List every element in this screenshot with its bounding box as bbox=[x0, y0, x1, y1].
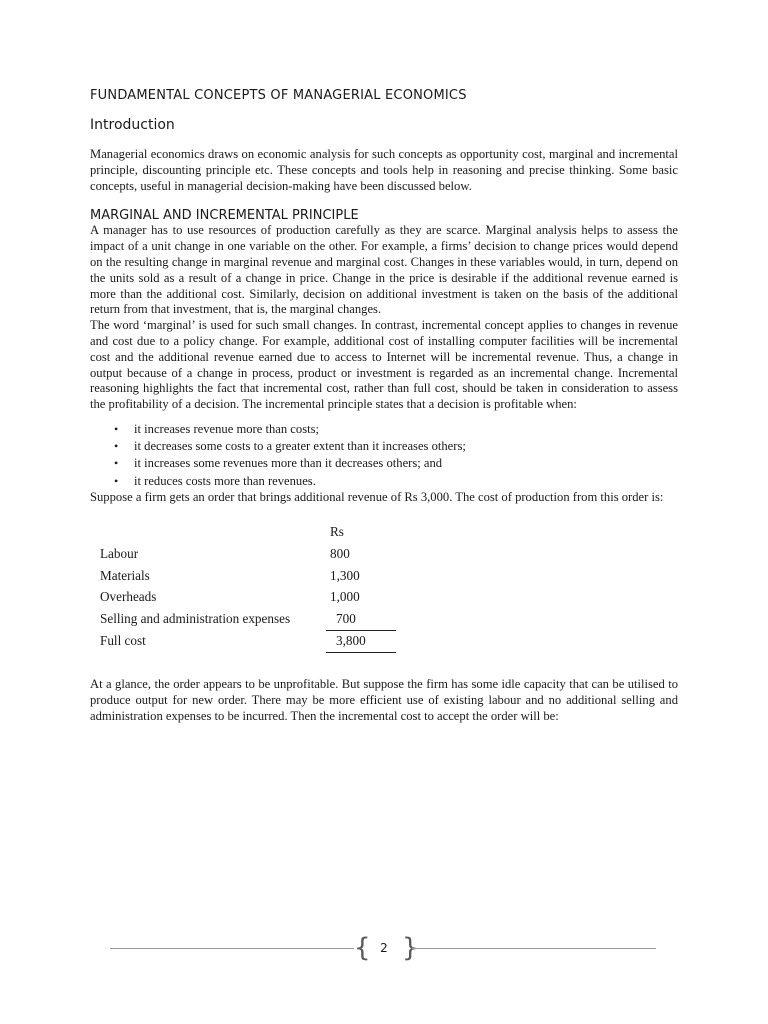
profitability-conditions-list bbox=[90, 421, 678, 490]
list-item bbox=[114, 421, 678, 438]
footer-rule-left bbox=[110, 948, 354, 949]
document-title: FUNDAMENTAL CONCEPTS OF MANAGERIAL ECONOMICS bbox=[90, 88, 467, 103]
order-paragraph: Suppose a firm gets an order that brings additional revenue of Rs 3,000. The cost of production from this order is: bbox=[90, 489, 664, 504]
cost-value: 800 bbox=[330, 545, 350, 561]
cost-value: 1,000 bbox=[330, 589, 360, 605]
marginal-paragraph: A manager has to use resources of production carefully as they are scarce. Marginal analysis helps to assess the impact of a unit change in one variable on the other. For example, a firms’ decision to change prices would depend on the resulting change in marginal revenue and marginal cost. Changes in these variables would, in turn, depend on the units sold as a result of a change in price. Change in the price is desirable if the additional revenue earned is more than the additional cost. Similarly, decision on additional investment is taken on the basis of the additional return from that investment, that is, the marginal changes. bbox=[90, 223, 678, 317]
currency-header: Rs bbox=[330, 524, 344, 540]
bullet-icon: • bbox=[114, 439, 119, 454]
list-item bbox=[114, 473, 678, 490]
table-row bbox=[100, 608, 396, 630]
cost-label: Overheads bbox=[100, 589, 157, 605]
bullet-icon: • bbox=[114, 421, 119, 436]
cost-label: Labour bbox=[100, 545, 139, 561]
page-content bbox=[90, 88, 678, 725]
incremental-paragraph: The word ‘marginal’ is used for such small changes. In contrast, incremental concept applies to changes in revenue and cost due to a policy change. For example, additional cost of installing computer facilities will be incremental cost and the additional revenue earned due to access to Internet will be incremental revenue. Thus, a change in output because of a change in process, product or investment is regarded as an incremental change. Incremental reasoning highlights the fact that incremental cost, rather than full cost, should be taken in consideration to assess the profitability of a decision. The incremental principle states that a decision is profitable when: bbox=[90, 318, 678, 412]
cost-value: 700 bbox=[336, 610, 356, 626]
incremental-cost-paragraph: At a glance, the order appears to be unprofitable. But suppose the firm has some idle capacity that can be utilised to produce output for new order. There may be more efficient use of existing labour and no additional selling and administration expenses to be incurred. Then the incremental cost to accept the order will be: bbox=[90, 677, 678, 723]
list-item-text: it decreases some costs to a greater extent than it increases others; bbox=[134, 439, 466, 454]
list-item bbox=[114, 455, 678, 472]
bullet-icon: • bbox=[114, 473, 119, 488]
footer-rule-right bbox=[412, 948, 656, 949]
table-row bbox=[100, 586, 396, 608]
cost-of-production-table bbox=[100, 522, 396, 654]
list-item bbox=[114, 438, 678, 455]
total-value: 3,800 bbox=[326, 630, 396, 653]
table-header-row bbox=[100, 522, 396, 544]
marginal-incremental-heading: MARGINAL AND INCREMENTAL PRINCIPLE bbox=[90, 208, 359, 224]
cost-label: Selling and administration expenses bbox=[100, 610, 291, 626]
page-number: 2 bbox=[380, 941, 388, 955]
total-label: Full cost bbox=[100, 633, 146, 649]
introduction-paragraph: Managerial economics draws on economic analysis for such concepts as opportunity cost, marginal and incremental principle, discounting principle etc. These concepts and tools help in reasoning and precise thinking. Some basic concepts, useful in managerial decision-making have been discussed below. bbox=[90, 147, 678, 193]
list-item-text: it increases revenue more than costs; bbox=[134, 421, 319, 436]
cost-value: 1,300 bbox=[330, 567, 360, 583]
bullet-icon: • bbox=[114, 456, 119, 471]
introduction-heading: Introduction bbox=[90, 117, 175, 133]
page-footer bbox=[110, 933, 656, 963]
cost-label: Materials bbox=[100, 567, 150, 583]
table-header-blank bbox=[100, 522, 326, 544]
table-total-row bbox=[100, 630, 396, 653]
left-brace-icon: { bbox=[354, 933, 371, 963]
right-brace-icon: } bbox=[402, 933, 419, 963]
table-row bbox=[100, 565, 396, 587]
list-item-text: it reduces costs more than revenues. bbox=[134, 473, 316, 488]
table-row bbox=[100, 543, 396, 565]
list-item-text: it increases some revenues more than it decreases others; and bbox=[134, 456, 443, 471]
